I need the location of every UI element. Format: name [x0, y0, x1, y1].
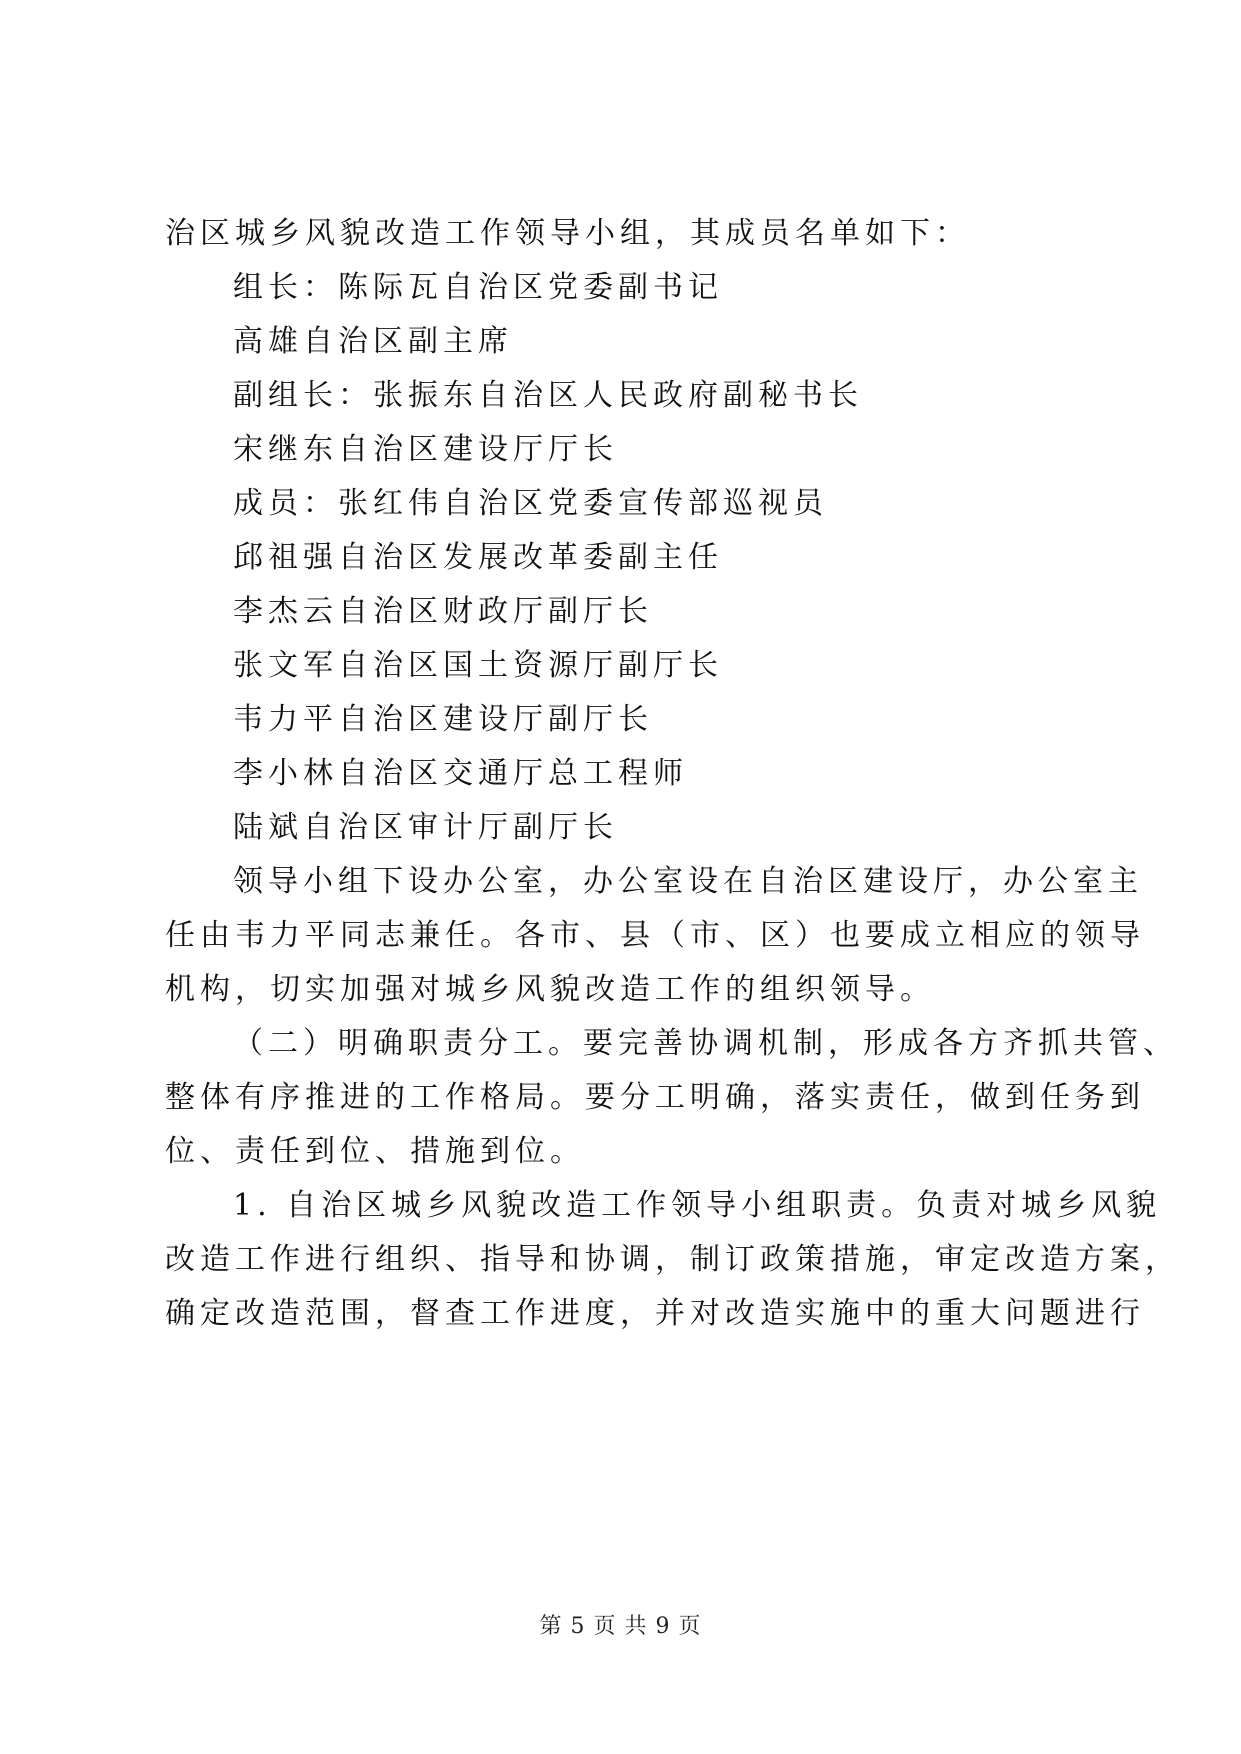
text-line: 机构，切实加强对城乡风貌改造工作的组织领导。 [165, 972, 935, 1007]
text-line: 高雄自治区副主席 [233, 324, 513, 359]
text-line: 张文军自治区国土资源厅副厅长 [233, 648, 723, 683]
text-line: （二）明确职责分工。要完善协调机制，形成各方齐抓共管、 [233, 1026, 1178, 1061]
text-line: 成员：张红伟自治区党委宣传部巡视员 [233, 486, 828, 521]
page-footer: 第 5 页 共 9 页 [539, 1614, 702, 1639]
text-line: 陆斌自治区审计厅副厅长 [233, 810, 618, 845]
text-line: 组长：陈际瓦自治区党委副书记 [233, 270, 723, 305]
text-line: 1. 自治区城乡风貌改造工作领导小组职责。负责对城乡风貌 [233, 1188, 1162, 1223]
text-line: 整体有序推进的工作格局。要分工明确，落实责任，做到任务到 [165, 1080, 1145, 1115]
text-line: 任由韦力平同志兼任。各市、县（市、区）也要成立相应的领导 [165, 918, 1145, 953]
text-line: 改造工作进行组织、指导和协调，制订政策措施，审定改造方案， [165, 1242, 1180, 1277]
text-line: 宋继东自治区建设厅厅长 [233, 432, 618, 467]
text-line: 位、责任到位、措施到位。 [165, 1134, 585, 1169]
text-line: 治区城乡风貌改造工作领导小组，其成员名单如下： [165, 216, 970, 251]
text-line: 李小林自治区交通厅总工程师 [233, 756, 688, 791]
text-line: 确定改造范围，督查工作进度，并对改造实施中的重大问题进行 [165, 1296, 1145, 1331]
text-line: 邱祖强自治区发展改革委副主任 [233, 540, 723, 575]
text-line: 李杰云自治区财政厅副厅长 [233, 594, 653, 629]
text-line: 副组长：张振东自治区人民政府副秘书长 [233, 378, 863, 413]
text-line: 韦力平自治区建设厅副厅长 [233, 702, 653, 737]
text-line: 领导小组下设办公室，办公室设在自治区建设厅，办公室主 [233, 864, 1143, 899]
